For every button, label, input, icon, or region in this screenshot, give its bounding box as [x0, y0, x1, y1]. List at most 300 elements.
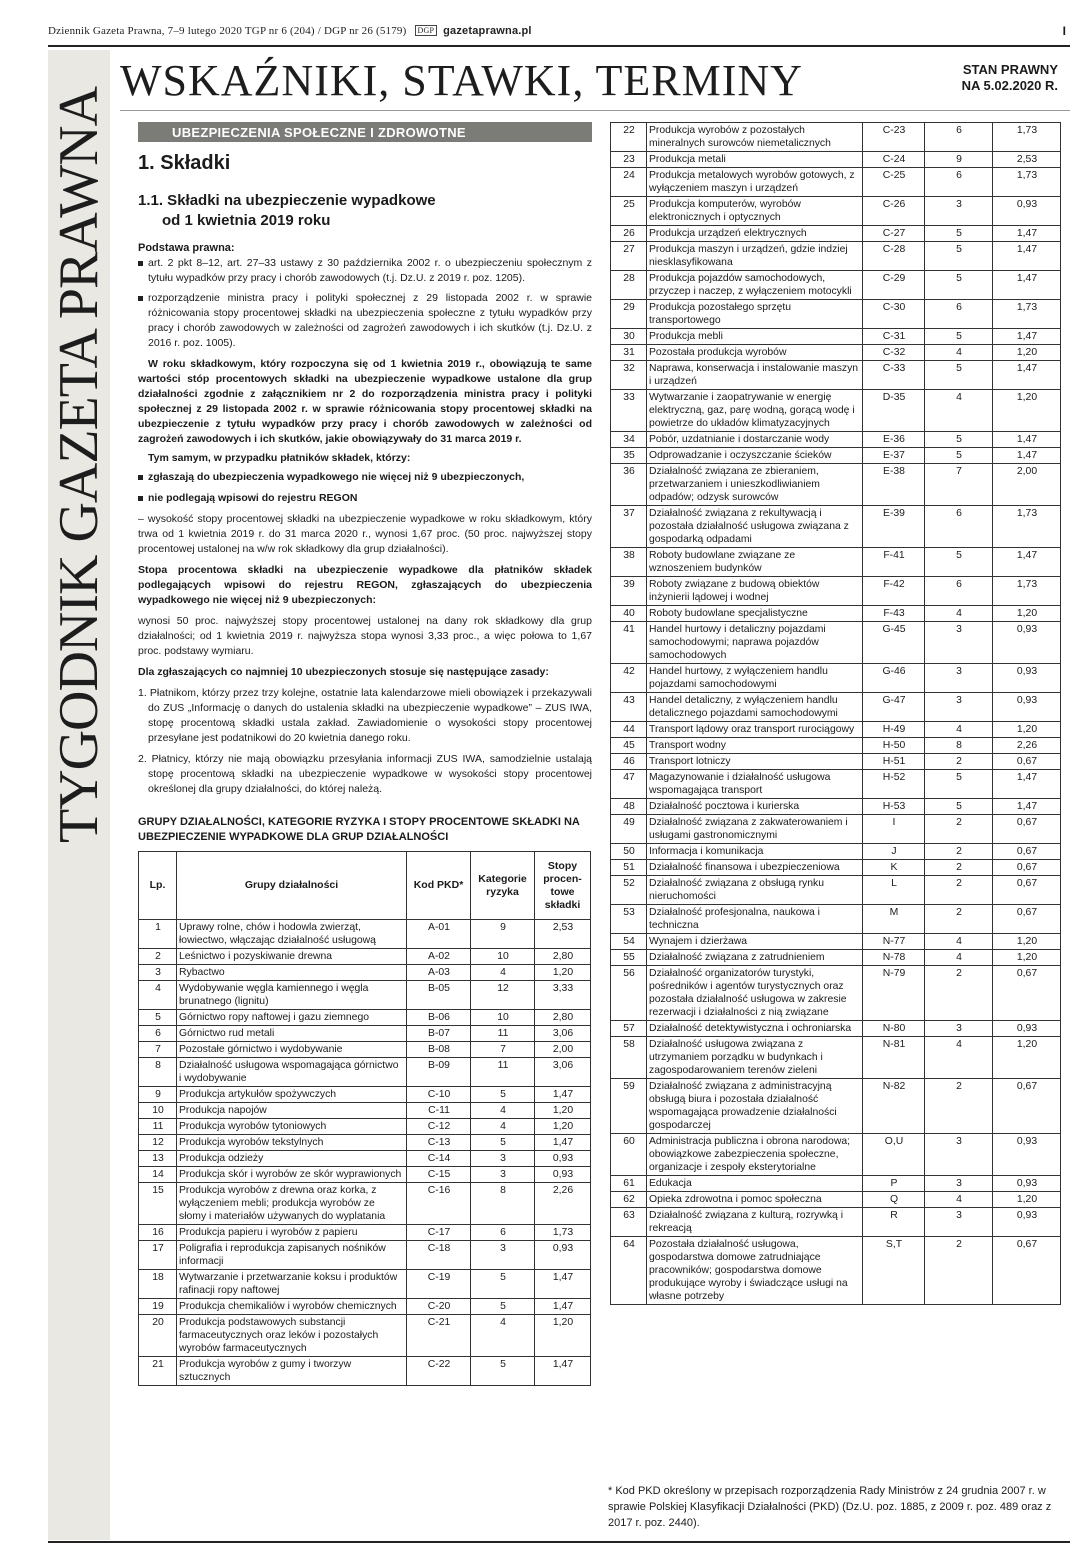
left-column: [138, 122, 592, 1386]
row-lp: 43: [611, 693, 647, 722]
row-lp: 34: [611, 432, 647, 448]
row-rate: 1,20: [535, 1103, 591, 1119]
row-lp: 57: [611, 1021, 647, 1037]
row-group-name: Działalność usługowa wspomagająca górnictwo i wydobywanie: [177, 1058, 407, 1087]
row-risk-category: 2: [925, 844, 993, 860]
table-row: [611, 950, 1061, 966]
row-rate: 2,26: [535, 1183, 591, 1225]
row-rate: 0,93: [993, 622, 1061, 664]
row-risk-category: 3: [925, 693, 993, 722]
table-row: [611, 197, 1061, 226]
row-group-name: Edukacja: [647, 1176, 863, 1192]
heading-1: 1. Składki: [138, 152, 231, 174]
row-pkd-code: G-47: [863, 693, 925, 722]
row-group-name: Administracja publiczna i obrona narodowa; obowiązkowe zabezpieczenia społeczne, organizacje i zespoły eksterytorialne: [647, 1134, 863, 1176]
row-rate: 1,20: [993, 1192, 1061, 1208]
row-pkd-code: C-19: [407, 1270, 471, 1299]
row-pkd-code: C-24: [863, 152, 925, 168]
row-group-name: Pobór, uzdatnianie i dostarczanie wody: [647, 432, 863, 448]
row-risk-category: 6: [925, 506, 993, 548]
table-row: [139, 981, 591, 1010]
row-rate: 0,93: [535, 1167, 591, 1183]
table-row: [139, 1010, 591, 1026]
row-lp: 3: [139, 965, 177, 981]
row-rate: 1,47: [535, 1299, 591, 1315]
row-lp: 37: [611, 506, 647, 548]
row-group-name: Produkcja wyrobów tytoniowych: [177, 1119, 407, 1135]
row-pkd-code: P: [863, 1176, 925, 1192]
table-row: [139, 1315, 591, 1357]
row-risk-category: 4: [925, 1192, 993, 1208]
row-risk-category: 5: [925, 770, 993, 799]
row-group-name: Naprawa, konserwacja i instalowanie maszyn i urządzeń: [647, 361, 863, 390]
table-row: [139, 965, 591, 981]
row-pkd-code: J: [863, 844, 925, 860]
row-pkd-code: N-79: [863, 966, 925, 1021]
row-rate: 1,47: [993, 448, 1061, 464]
row-group-name: Pozostała produkcja wyrobów: [647, 345, 863, 361]
row-lp: 4: [139, 981, 177, 1010]
legal-basis-item: art. 2 pkt 8–12, art. 27–33 ustawy z 30 października 2002 r. o ubezpieczeniu społecznym z tytułu wypadków przy pracy i chorób zawodowych (t.j. Dz.U. z 2019 r. poz. 1205).: [138, 256, 592, 286]
row-rate: 3,06: [535, 1026, 591, 1042]
row-group-name: Działalność pocztowa i kurierska: [647, 799, 863, 815]
row-group-name: Handel hurtowy i detaliczny pojazdami samochodowymi; naprawa pojazdów samochodowych: [647, 622, 863, 664]
row-lp: 50: [611, 844, 647, 860]
row-group-name: Produkcja odzieży: [177, 1151, 407, 1167]
numbered-item: 1. Płatnikom, którzy przez trzy kolejne, ostatnie lata kalendarzowe mieli obowiązek i przekazywali do ZUS „Informację o danych do ustalenia składki na ubezpieczenie wypadkowe” – ZUS IWA, stopę procentową składki ustala zakład. Zawiadomienie o wysokości stopy procentowej przesyłane jest podatnikowi do 20 kwietnia danego roku.: [138, 687, 592, 744]
table-row: [139, 1241, 591, 1270]
row-pkd-code: B-08: [407, 1042, 471, 1058]
row-lp: 64: [611, 1237, 647, 1305]
bold-bullet: nie podlegają wpisowi do rejestru REGON: [138, 491, 592, 506]
rates-table-left: [138, 851, 591, 1386]
row-pkd-code: N-82: [863, 1079, 925, 1134]
row-risk-category: 5: [925, 432, 993, 448]
row-lp: 39: [611, 577, 647, 606]
row-rate: 2,00: [993, 464, 1061, 506]
paragraph: Dla zgłaszających co najmniej 10 ubezpieczonych stosuje się następujące zasady:: [138, 666, 549, 678]
table-row: [611, 345, 1061, 361]
row-risk-category: 2: [925, 905, 993, 934]
row-risk-category: 4: [925, 345, 993, 361]
row-pkd-code: B-05: [407, 981, 471, 1010]
row-risk-category: 3: [925, 197, 993, 226]
row-rate: 0,67: [993, 876, 1061, 905]
row-risk-category: 4: [925, 722, 993, 738]
col-header-kategorie: Kategorie ryzyka: [471, 852, 535, 920]
row-group-name: Rybactwo: [177, 965, 407, 981]
row-group-name: Odprowadzanie i oczyszczanie ścieków: [647, 448, 863, 464]
row-risk-category: 8: [925, 738, 993, 754]
row-lp: 22: [611, 123, 647, 152]
bottom-rule: [48, 1541, 1070, 1543]
row-pkd-code: N-77: [863, 934, 925, 950]
row-lp: 19: [139, 1299, 177, 1315]
row-rate: 1,73: [993, 123, 1061, 152]
row-risk-category: 4: [925, 1037, 993, 1079]
row-lp: 1: [139, 920, 177, 949]
row-rate: 1,47: [993, 361, 1061, 390]
row-lp: 27: [611, 242, 647, 271]
row-rate: 1,47: [535, 1087, 591, 1103]
table-row: [611, 300, 1061, 329]
row-risk-category: 2: [925, 815, 993, 844]
row-risk-category: 3: [471, 1241, 535, 1270]
row-risk-category: 4: [471, 1103, 535, 1119]
table-row: [611, 844, 1061, 860]
table-row: [139, 1270, 591, 1299]
row-risk-category: 11: [471, 1026, 535, 1042]
row-lp: 2: [139, 949, 177, 965]
row-rate: 2,26: [993, 738, 1061, 754]
row-group-name: Działalność związana z kulturą, rozrywką i rekreacją: [647, 1208, 863, 1237]
row-risk-category: 2: [925, 1237, 993, 1305]
issue-info-text: Dziennik Gazeta Prawna, 7–9 lutego 2020 TGP nr 6 (204) / DGP nr 26 (5179): [48, 25, 407, 37]
col-header-stopy: Stopy procentowe składki: [535, 852, 591, 920]
row-pkd-code: H-50: [863, 738, 925, 754]
table-row: [139, 1299, 591, 1315]
row-pkd-code: C-10: [407, 1087, 471, 1103]
row-group-name: Górnictwo rud metali: [177, 1026, 407, 1042]
table-row: [611, 464, 1061, 506]
row-group-name: Produkcja skór i wyrobów ze skór wyprawionych: [177, 1167, 407, 1183]
row-pkd-code: A-02: [407, 949, 471, 965]
row-rate: 2,80: [535, 949, 591, 965]
table-row: [611, 548, 1061, 577]
row-pkd-code: C-15: [407, 1167, 471, 1183]
row-lp: 48: [611, 799, 647, 815]
dgp-badge: DGP: [415, 25, 438, 36]
row-pkd-code: N-78: [863, 950, 925, 966]
row-rate: 1,20: [993, 934, 1061, 950]
row-rate: 1,47: [993, 226, 1061, 242]
row-risk-category: 4: [471, 1315, 535, 1357]
row-group-name: Działalność związana z zakwaterowaniem i usługami gastronomicznymi: [647, 815, 863, 844]
row-lp: 29: [611, 300, 647, 329]
row-rate: 0,67: [993, 754, 1061, 770]
row-pkd-code: L: [863, 876, 925, 905]
row-pkd-code: C-31: [863, 329, 925, 345]
row-pkd-code: H-52: [863, 770, 925, 799]
row-risk-category: 2: [925, 1079, 993, 1134]
row-pkd-code: Q: [863, 1192, 925, 1208]
row-risk-category: 6: [925, 300, 993, 329]
row-pkd-code: F-43: [863, 606, 925, 622]
row-rate: 0,67: [993, 1079, 1061, 1134]
row-group-name: Handel detaliczny, z wyłączeniem handlu detalicznego pojazdami samochodowymi: [647, 693, 863, 722]
table-row: [611, 168, 1061, 197]
row-pkd-code: C-12: [407, 1119, 471, 1135]
row-pkd-code: C-22: [407, 1357, 471, 1386]
row-pkd-code: C-26: [863, 197, 925, 226]
row-lp: 63: [611, 1208, 647, 1237]
row-pkd-code: C-18: [407, 1241, 471, 1270]
row-lp: 13: [139, 1151, 177, 1167]
main-title: WSKAŹNIKI, STAWKI, TERMINY: [120, 56, 803, 105]
row-group-name: Produkcja maszyn i urządzeń, gdzie indziej niesklasyfikowana: [647, 242, 863, 271]
heading-2-line2: od 1 kwietnia 2019 roku: [162, 212, 331, 229]
row-pkd-code: C-13: [407, 1135, 471, 1151]
row-rate: 0,67: [993, 815, 1061, 844]
row-rate: 1,47: [993, 799, 1061, 815]
row-pkd-code: C-17: [407, 1225, 471, 1241]
row-risk-category: 3: [925, 1021, 993, 1037]
row-pkd-code: S,T: [863, 1237, 925, 1305]
row-risk-category: 3: [471, 1151, 535, 1167]
numbered-item: 2. Płatnicy, którzy nie mają obowiązku przesyłania informacji ZUS IWA, samodzielnie ustalają stopę procentową składki na ubezpieczenie wypadkowe w wysokości stopy procentowej określonej dla grupy działalności, do której należą.: [138, 753, 592, 795]
row-rate: 1,47: [535, 1135, 591, 1151]
row-lp: 51: [611, 860, 647, 876]
row-rate: 1,20: [993, 606, 1061, 622]
row-pkd-code: C-21: [407, 1315, 471, 1357]
row-pkd-code: C-14: [407, 1151, 471, 1167]
row-pkd-code: G-46: [863, 664, 925, 693]
row-lp: 60: [611, 1134, 647, 1176]
row-group-name: Działalność związana z obsługą rynku nieruchomości: [647, 876, 863, 905]
table-row: [139, 1151, 591, 1167]
row-group-name: Produkcja papieru i wyrobów z papieru: [177, 1225, 407, 1241]
row-rate: 1,20: [993, 1037, 1061, 1079]
row-lp: 23: [611, 152, 647, 168]
row-pkd-code: A-01: [407, 920, 471, 949]
row-group-name: Produkcja napojów: [177, 1103, 407, 1119]
row-rate: 1,20: [535, 1315, 591, 1357]
bold-bullet: zgłaszają do ubezpieczenia wypadkowego nie więcej niż 9 ubezpieczonych,: [138, 470, 592, 485]
row-group-name: Leśnictwo i pozyskiwanie drewna: [177, 949, 407, 965]
row-pkd-code: C-29: [863, 271, 925, 300]
table-row: [139, 1167, 591, 1183]
row-lp: 30: [611, 329, 647, 345]
row-group-name: Działalność związana z administracyjną obsługą biura i pozostała działalność wspomagająca prowadzenie działalności gospodarczej: [647, 1079, 863, 1134]
row-risk-category: 3: [925, 1176, 993, 1192]
table-row: [139, 1087, 591, 1103]
paragraph: wynosi 50 proc. najwyższej stopy procentowej ustalonej na dany rok składkowy dla grup działalności; od 1 kwietnia 2019 r. najwyższa stopa wynosi 3,33 proc., a więc połowa to 1,67 proc. podstawy wymiaru.: [138, 615, 592, 657]
row-pkd-code: C-25: [863, 168, 925, 197]
row-group-name: Transport lotniczy: [647, 754, 863, 770]
table-row: [611, 966, 1061, 1021]
row-rate: 1,47: [993, 242, 1061, 271]
row-pkd-code: H-49: [863, 722, 925, 738]
table-row: [139, 1225, 591, 1241]
row-pkd-code: N-81: [863, 1037, 925, 1079]
row-lp: 24: [611, 168, 647, 197]
row-group-name: Roboty związane z budową obiektów inżynierii lądowej i wodnej: [647, 577, 863, 606]
row-risk-category: 2: [925, 754, 993, 770]
row-rate: 1,20: [535, 1119, 591, 1135]
row-rate: 1,73: [993, 577, 1061, 606]
table-row: [139, 1042, 591, 1058]
table-row: [611, 226, 1061, 242]
row-lp: 17: [139, 1241, 177, 1270]
legal-status-line2: NA 5.02.2020 R.: [961, 78, 1058, 93]
row-group-name: Produkcja mebli: [647, 329, 863, 345]
row-risk-category: 4: [925, 934, 993, 950]
paragraph: W roku składkowym, który rozpoczyna się od 1 kwietnia 2019 r., obowiązują te same wartości stóp procentowych składki na ubezpieczenie wypadkowe ustalone dla grup działalności zgodnie z załącznikiem nr 2 do rozporządzenia ministra pracy i polityki społecznej z 29 listopada 2002 r. w sprawie różnicowania stopy procentowej składki na ubezpieczenie z tytułu wypadków przy pracy i chorób zawodowych w zależności od zagrożeń zawodowych i ich skutków, jakie obowiązywały do 31 marca 2019 r.: [138, 358, 592, 445]
row-lp: 52: [611, 876, 647, 905]
top-rule: [48, 45, 1070, 47]
table-row: [611, 1134, 1061, 1176]
row-lp: 61: [611, 1176, 647, 1192]
row-lp: 31: [611, 345, 647, 361]
table-row: [611, 664, 1061, 693]
row-pkd-code: N-80: [863, 1021, 925, 1037]
row-lp: 55: [611, 950, 647, 966]
table-row: [611, 1192, 1061, 1208]
row-lp: 9: [139, 1087, 177, 1103]
heading-2: [138, 191, 592, 231]
row-lp: 18: [139, 1270, 177, 1299]
table-row: [611, 1208, 1061, 1237]
row-rate: 0,93: [993, 693, 1061, 722]
row-group-name: Wytwarzanie i przetwarzanie koksu i produktów rafinacji ropy naftowej: [177, 1270, 407, 1299]
row-pkd-code: F-41: [863, 548, 925, 577]
row-risk-category: 3: [925, 664, 993, 693]
row-rate: 1,20: [993, 345, 1061, 361]
row-rate: 1,47: [535, 1357, 591, 1386]
row-rate: 1,47: [993, 548, 1061, 577]
row-lp: 21: [139, 1357, 177, 1386]
row-pkd-code: C-27: [863, 226, 925, 242]
row-lp: 38: [611, 548, 647, 577]
table-row: [611, 738, 1061, 754]
row-risk-category: 5: [925, 548, 993, 577]
table-row: [611, 876, 1061, 905]
site-link[interactable]: gazetaprawna.pl: [443, 25, 532, 37]
row-group-name: Produkcja komputerów, wyrobów elektronicznych i optycznych: [647, 197, 863, 226]
row-lp: 20: [139, 1315, 177, 1357]
row-rate: 2,00: [535, 1042, 591, 1058]
row-lp: 36: [611, 464, 647, 506]
row-rate: 0,67: [993, 905, 1061, 934]
row-risk-category: 6: [925, 577, 993, 606]
row-group-name: Działalność detektywistyczna i ochroniarska: [647, 1021, 863, 1037]
issue-info: [48, 25, 532, 37]
row-lp: 8: [139, 1058, 177, 1087]
table-row: [611, 860, 1061, 876]
row-risk-category: 5: [471, 1299, 535, 1315]
row-rate: 1,73: [993, 506, 1061, 548]
row-pkd-code: C-32: [863, 345, 925, 361]
row-lp: 32: [611, 361, 647, 390]
footnote: * Kod PKD określony w przepisach rozporządzenia Rady Ministrów z 24 grudnia 2007 r. w sprawie Polskiej Klasyfikacji Działalności (PKD) (Dz.U. poz. 1885, z 2009 r. poz. 489 oraz z 2017 r. poz. 2440).: [608, 1485, 1052, 1529]
row-pkd-code: E-38: [863, 464, 925, 506]
table-row: [611, 1037, 1061, 1079]
row-risk-category: 4: [471, 965, 535, 981]
row-risk-category: 5: [471, 1087, 535, 1103]
row-group-name: Produkcja podstawowych substancji farmaceutycznych oraz leków i pozostałych wyrobów farmaceutycznych: [177, 1315, 407, 1357]
row-pkd-code: E-36: [863, 432, 925, 448]
row-pkd-code: F-42: [863, 577, 925, 606]
row-risk-category: 7: [471, 1042, 535, 1058]
table-row: [611, 693, 1061, 722]
row-risk-category: 4: [925, 390, 993, 432]
table-row: [139, 949, 591, 965]
row-risk-category: 2: [925, 876, 993, 905]
row-group-name: Transport wodny: [647, 738, 863, 754]
row-lp: 46: [611, 754, 647, 770]
table-row: [611, 606, 1061, 622]
legal-basis-item: rozporządzenie ministra pracy i polityki społecznej z 29 listopada 2002 r. w sprawie różnicowania stopy procentowej składki na ubezpieczenia społeczne z tytułu wypadków przy pracy i chorób zawodowych w zależności od zagrożeń zawodowych i ich skutków (t.j. Dz.U. z 2016 r. poz. 1005).: [138, 291, 592, 351]
paragraph: – wysokość stopy procentowej składki na ubezpieczenie wypadkowe w roku składkowym, który trwa od 1 kwietnia 2019 r. do 31 marca 2020 r., wynosi 1,67 proc. (50 proc. najwyższej stopy procentowej ustalonej na w/w rok składkowy dla grup działalności).: [138, 513, 592, 555]
row-group-name: Działalność związana ze zbieraniem, przetwarzaniem i unieszkodliwianiem odpadów; odzysk surowców: [647, 464, 863, 506]
row-pkd-code: B-07: [407, 1026, 471, 1042]
row-risk-category: 10: [471, 1010, 535, 1026]
row-lp: 14: [139, 1167, 177, 1183]
table-row: [611, 329, 1061, 345]
row-risk-category: 3: [925, 1134, 993, 1176]
table-row: [611, 1176, 1061, 1192]
row-lp: 5: [139, 1010, 177, 1026]
row-lp: 7: [139, 1042, 177, 1058]
page-number: I: [1062, 24, 1066, 38]
row-risk-category: 6: [925, 168, 993, 197]
row-group-name: Pozostała działalność usługowa, gospodarstwa domowe zatrudniające pracowników; gospodarstwa domowe produkujące wyroby i świadczące usługi na własne potrzeby: [647, 1237, 863, 1305]
row-risk-category: 12: [471, 981, 535, 1010]
table-row: [611, 506, 1061, 548]
col-header-grupy: Grupy działalności: [177, 852, 407, 920]
row-group-name: Produkcja urządzeń elektrycznych: [647, 226, 863, 242]
row-group-name: Roboty budowlane specjalistyczne: [647, 606, 863, 622]
table-row: [611, 361, 1061, 390]
row-group-name: Produkcja chemikaliów i wyrobów chemicznych: [177, 1299, 407, 1315]
row-risk-category: 9: [925, 152, 993, 168]
row-pkd-code: B-06: [407, 1010, 471, 1026]
row-pkd-code: C-30: [863, 300, 925, 329]
row-group-name: Działalność usługowa związana z utrzymaniem porządku w budynkach i zagospodarowaniem terenów zieleni: [647, 1037, 863, 1079]
row-lp: 45: [611, 738, 647, 754]
table-row: [611, 770, 1061, 799]
row-rate: 1,47: [993, 432, 1061, 448]
row-rate: 0,93: [535, 1241, 591, 1270]
title-rule: [120, 110, 1070, 111]
row-pkd-code: G-45: [863, 622, 925, 664]
row-rate: 3,06: [535, 1058, 591, 1087]
row-rate: 1,47: [993, 329, 1061, 345]
row-risk-category: 3: [471, 1167, 535, 1183]
row-risk-category: 4: [925, 606, 993, 622]
row-lp: 59: [611, 1079, 647, 1134]
row-lp: 41: [611, 622, 647, 664]
right-column: [610, 122, 1060, 1305]
row-risk-category: 7: [925, 464, 993, 506]
section-banner: UBEZPIECZENIA SPOŁECZNE I ZDROWOTNE: [138, 122, 592, 142]
row-rate: 1,47: [993, 770, 1061, 799]
row-group-name: Górnictwo ropy naftowej i gazu ziemnego: [177, 1010, 407, 1026]
row-lp: 12: [139, 1135, 177, 1151]
table-row: [611, 432, 1061, 448]
row-rate: 1,20: [993, 390, 1061, 432]
row-risk-category: 9: [471, 920, 535, 949]
row-group-name: Handel hurtowy, z wyłączeniem handlu pojazdami samochodowymi: [647, 664, 863, 693]
row-lp: 25: [611, 197, 647, 226]
row-group-name: Roboty budowlane związane ze wznoszeniem budynków: [647, 548, 863, 577]
table-row: [139, 1135, 591, 1151]
row-lp: 6: [139, 1026, 177, 1042]
row-risk-category: 6: [925, 123, 993, 152]
row-group-name: Wydobywanie węgla kamiennego i węgla brunatnego (lignitu): [177, 981, 407, 1010]
row-group-name: Produkcja pojazdów samochodowych, przyczep i naczep, z wyłączeniem motocykli: [647, 271, 863, 300]
row-pkd-code: C-16: [407, 1183, 471, 1225]
row-rate: 0,67: [993, 860, 1061, 876]
row-pkd-code: M: [863, 905, 925, 934]
table-row: [611, 242, 1061, 271]
row-group-name: Transport lądowy oraz transport rurociągowy: [647, 722, 863, 738]
row-group-name: Opieka zdrowotna i pomoc społeczna: [647, 1192, 863, 1208]
table-row: [139, 1357, 591, 1386]
row-risk-category: 11: [471, 1058, 535, 1087]
row-risk-category: 5: [471, 1135, 535, 1151]
row-risk-category: 5: [925, 799, 993, 815]
